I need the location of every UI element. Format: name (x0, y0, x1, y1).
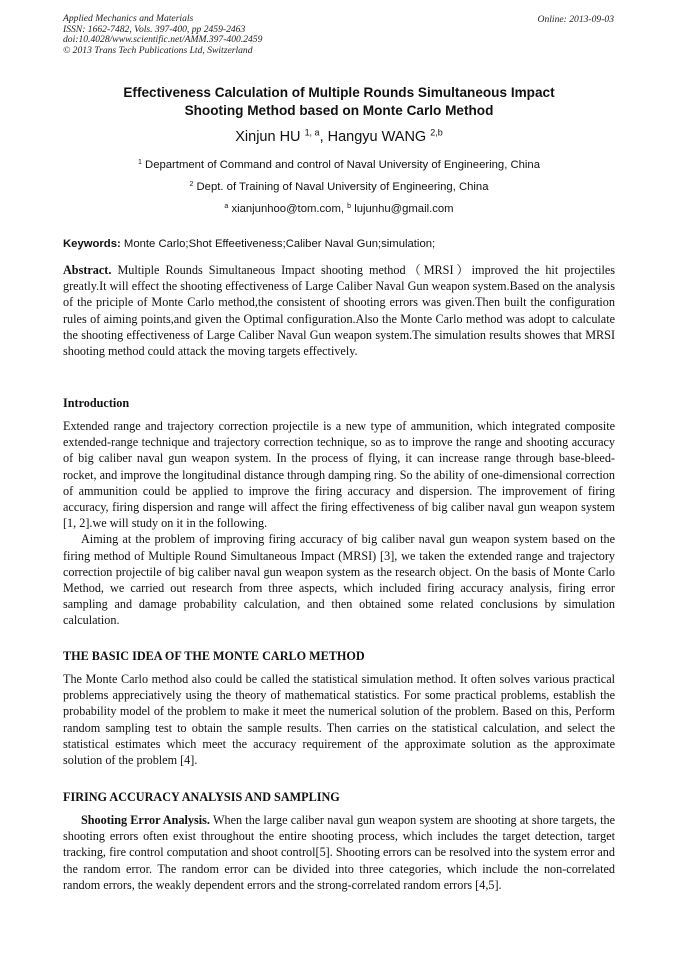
abstract (63, 262, 615, 359)
title-line-2: Shooting Method based on Monte Carlo Method (184, 103, 494, 118)
journal-header (63, 14, 262, 57)
online-date: Online: 2013-09-03 (537, 14, 614, 25)
doi-line: doi:10.4028/www.scientific.net/AMM.397-400.2459 (63, 34, 263, 46)
abstract-paragraph (63, 262, 615, 359)
copyright-line: © 2013 Trans Tech Publications Ltd, Switzerland (63, 45, 253, 57)
keywords-label: Keywords: (63, 238, 121, 250)
firing-accuracy-heading: FIRING ACCURACY ANALYSIS AND SAMPLING (63, 790, 340, 804)
monte-carlo-body (63, 671, 615, 768)
affiliation-2 (63, 180, 615, 194)
email-b-sup: b (347, 202, 352, 210)
email-a-sup: a (224, 202, 229, 210)
introduction-body (63, 418, 615, 629)
introduction-paragraph-2: Aiming at the problem of improving firing accuracy of big caliber naval gun weapon system based on the firing method of Multiple Round Simultaneous Impact (MRSI) [3], we taken the extended range and trajectory correction projectile of big caliber naval gun weapon system as the research object. On the basis of Monte Carlo Method, we carried out research from three aspects, which included firing accuracy analysis, firing error sampling and damage probability calculation, and then obtained some related conclusions by simulation calculation. (63, 532, 615, 628)
shooting-error-label: Shooting Error Analysis. (81, 813, 210, 827)
firing-accuracy-text: When the large caliber naval gun weapon system are shooting at shore targets, the shooting errors often exist throughout the entire shooting process, which includes the target detection, target tracking, fire control computation and shoot control[5]. Shooting errors can be resolved into the system error and the random error. The random error can be divided into three categories, which include the non-correlated random errors, the weakly dependent errors and the strong-correlated random errors [4,5]. (63, 813, 615, 892)
email-a: xianjunhoo@tom.com, (231, 203, 348, 215)
title-line-1: Effectiveness Calculation of Multiple Rounds Simultaneous Impact (123, 85, 555, 100)
author-separator: , (319, 129, 328, 145)
author-2-sup: 2,b (430, 127, 443, 138)
journal-name: Applied Mechanics and Materials (63, 13, 194, 24)
abstract-label: Abstract. (63, 263, 112, 277)
email-b: lujunhu@gmail.com (354, 203, 454, 215)
introduction-paragraph-1: Extended range and trajectory correction projectile is a new type of ammunition, which integrated composite extended-range technique and trajectory correction technique, so as to improve the range and shooting accuracy of big caliber naval gun weapon system. In the process of flying, it can increase range through base-bleed-rocket, and improve the longitudinal distance through damping ring. So the ability of one-dimensional correction of ammunition could be applied to improve the firing accuracy and dispersion. The improvement of firing accuracy, firing dispersion and range will affect the firing effectiveness of big caliber naval gun weapon system [1, 2].we will study on it in the following. (63, 419, 615, 531)
firing-accuracy-body (63, 812, 615, 893)
affiliation-2-sup: 2 (189, 180, 194, 188)
monte-carlo-paragraph-1: The Monte Carlo method also could be called the statistical simulation method. It often solves various practical problems appreciatively using the theory of mathematical statistics. For some practical problems, establish the probability model of the problem to make it meet the numerical solution of the problem. Based on this, Perform random sampling test to obtain the sample results. Then carries on the statistical calculation, and select the statistical estimates which meet the accuracy requirement of the approximate solution as the approximate solution of the problem [4]. (63, 672, 615, 768)
firing-accuracy-paragraph-1 (63, 812, 615, 893)
author-1: Xinjun HU (235, 129, 301, 145)
affiliation-1-sup: 1 (137, 158, 142, 166)
introduction-heading: Introduction (63, 396, 130, 410)
monte-carlo-heading: THE BASIC IDEA OF THE MONTE CARLO METHOD (63, 649, 365, 663)
affiliation-1-text: Department of Command and control of Naval University of Engineering, China (145, 159, 540, 171)
affiliation-2-text: Dept. of Training of Naval University of Engineering, China (196, 181, 489, 193)
paper-title (63, 84, 615, 120)
email-line (63, 202, 615, 216)
keywords-text: Monte Carlo;Shot Effeetiveness;Caliber Naval Gun;simulation; (120, 238, 436, 250)
author-1-sup: 1, a (304, 127, 320, 138)
author-list (63, 128, 615, 146)
author-2: Hangyu WANG (327, 129, 427, 145)
abstract-text: Multiple Rounds Simultaneous Impact shooting method（MRSI）improved the hit projectiles greatly.It will effect the shooting effectiveness of Large Caliber Naval Gun weapon system.Based on the analysis of the priciple of Monte Carlo method,the consistent of shooting errors was given.Then built the configuration rules of aiming points,and given the Optimal configuration.Also the Monte Carlo method was adopt to calculate the shooting effectiveness of Large Caliber Naval Gun weapon system.The simulation results showes that MRSI shooting method could attack the moving targets effectively. (63, 263, 615, 359)
issn-line: ISSN: 1662-7482, Vols. 397-400, pp 2459-2463 (63, 23, 246, 35)
keywords (63, 237, 615, 251)
affiliation-1 (63, 158, 615, 172)
